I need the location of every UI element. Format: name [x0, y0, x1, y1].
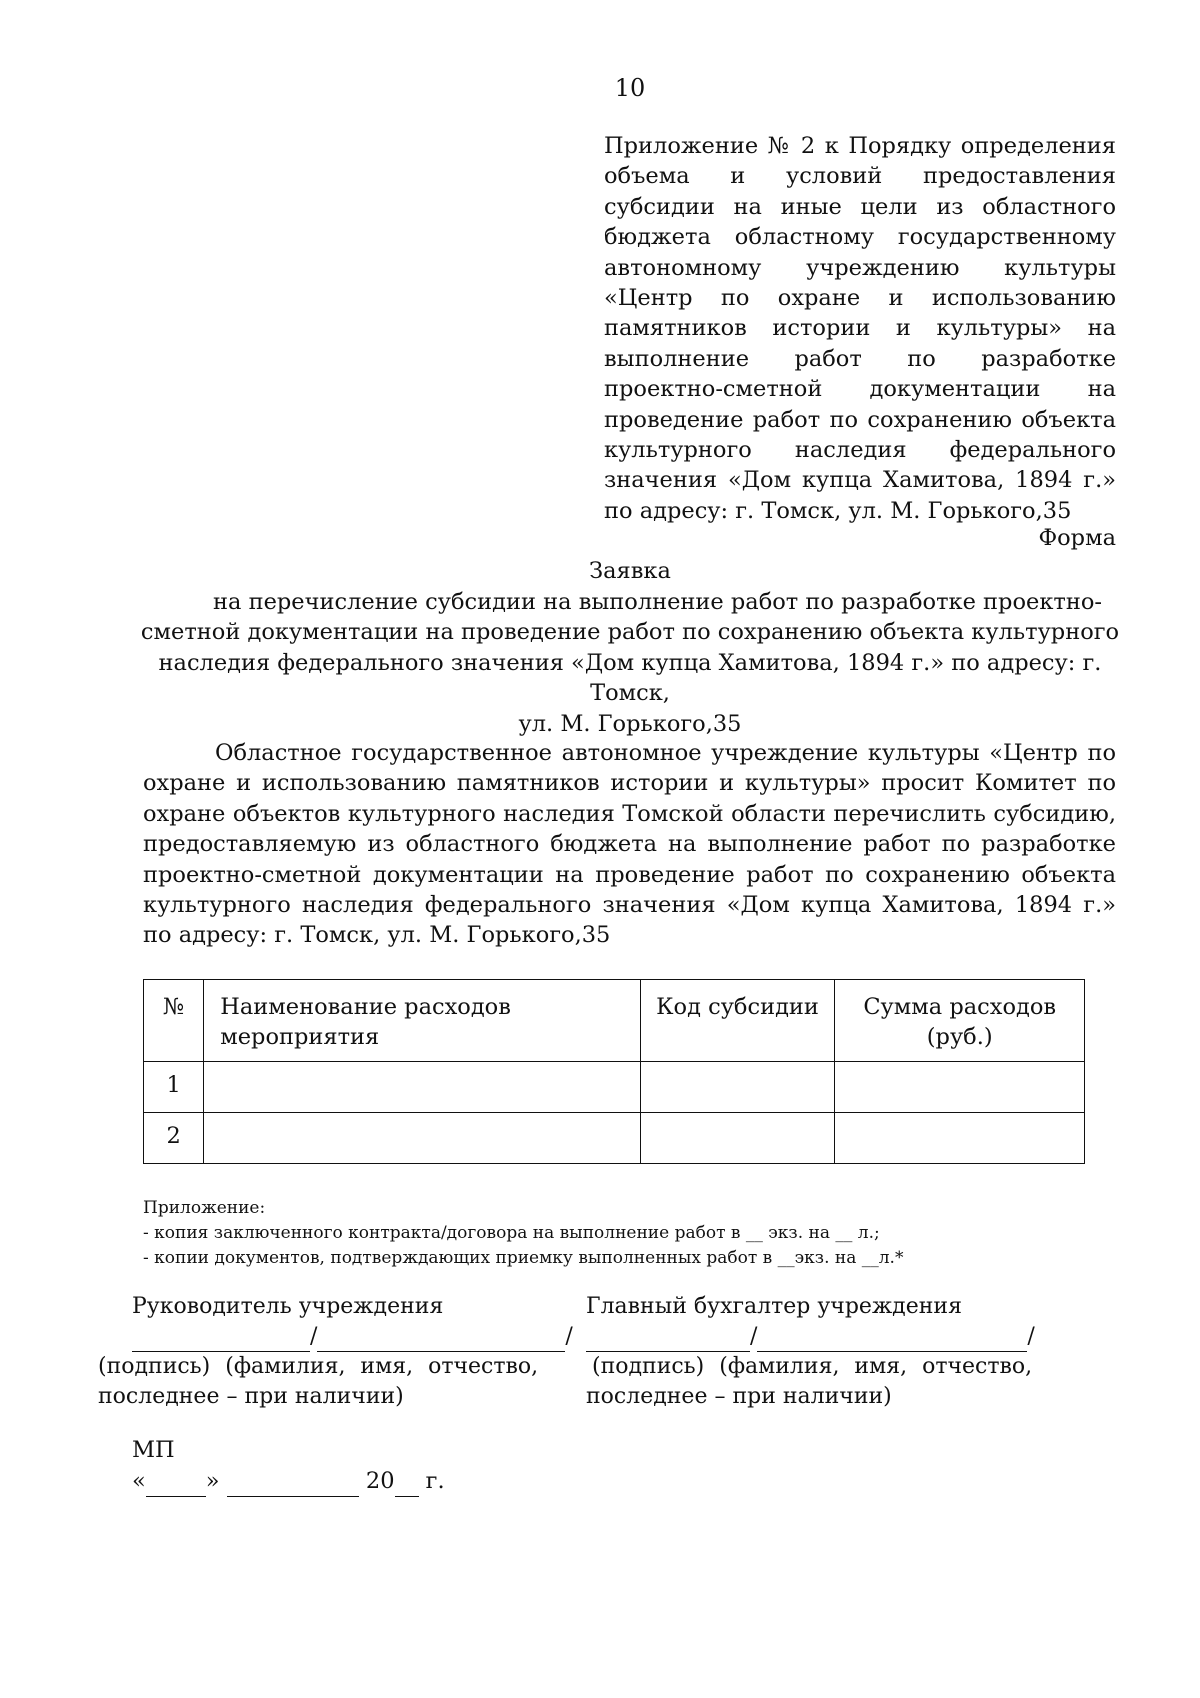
stamp-label: МП: [132, 1437, 175, 1463]
signature-slash: /: [310, 1324, 318, 1349]
attachment-item: - копия заключенного контракта/договора на выполнение работ в __ экз. на __ л.;: [143, 1223, 880, 1243]
accountant-fullname-field[interactable]: [757, 1327, 1027, 1352]
head-caption-line-1: (подпись) (фамилия, имя, отчество,: [98, 1354, 539, 1379]
row-expense-sum[interactable]: [835, 1062, 1085, 1113]
title-line-2: сметной документации на проведение работ по сохранению объекта культурного: [140, 619, 1120, 645]
signature-slash: /: [565, 1324, 573, 1349]
row-subsidy-code[interactable]: [640, 1062, 835, 1113]
header-subsidy-code: Код субсидии: [640, 980, 835, 1062]
expenses-table: [143, 979, 1085, 1164]
attachments-heading: Приложение:: [143, 1198, 266, 1218]
accountant-signature-lines: [586, 1322, 1066, 1352]
head-signature-lines: [98, 1322, 578, 1352]
stamp-and-date: [132, 1435, 445, 1497]
signature-slash: /: [1027, 1324, 1035, 1349]
attachment-item: - копии документов, подтверждающих приемку выполненных работ в __экз. на __л.*: [143, 1248, 904, 1268]
title-line-1: на перечисление субсидии на выполнение работ по разработке проектно-: [213, 588, 1102, 615]
annex-reference: [604, 131, 1116, 526]
annex-line: объема и условий предоставления субсидии: [604, 163, 1116, 220]
head-caption-line-2: последнее – при наличии): [98, 1384, 404, 1409]
accountant-signature-block: [586, 1292, 1066, 1412]
annex-line: на проведение работ по сохранению объекта: [604, 376, 1117, 433]
row-expense-sum[interactable]: [835, 1113, 1085, 1164]
annex-line: использованию памятников истории и: [604, 285, 1116, 342]
table-row: [144, 1062, 1085, 1113]
date-day-field[interactable]: [146, 1472, 206, 1497]
accountant-caption-line-1: (подпись) (фамилия, имя, отчество,: [592, 1354, 1033, 1379]
annex-line: на иные цели из областного бюджета: [604, 193, 1116, 251]
date-year-prefix: 20: [365, 1468, 395, 1494]
date-month-field[interactable]: [227, 1472, 359, 1497]
row-subsidy-code[interactable]: [640, 1113, 835, 1164]
request-body-text: Областное государственное автономное учреждение культуры «Центр по охране и использованию памятников истории и культуры» просит Комитет по охране объектов культурного наследия Томской области перечислить субсидию, предоставляемую из областного бюджета на выполнение работ по разработке проектно-сметной документации на проведение работ по сохранению объекта культурного наследия федерального значения «Дом купца Хамитова, 1894 г.» по адресу: г. Томск, ул. М. Горького,35: [143, 740, 1116, 949]
head-fullname-field[interactable]: [317, 1327, 565, 1352]
row-number: 2: [144, 1113, 204, 1164]
row-number: 1: [144, 1062, 204, 1113]
table-header-row: [144, 980, 1085, 1062]
annex-line: учреждению культуры «Центр по охране и: [604, 254, 1116, 312]
date-close-quote: »: [205, 1468, 220, 1494]
accountant-title: Главный бухгалтер учреждения: [586, 1294, 962, 1319]
row-expense-name[interactable]: [204, 1113, 640, 1164]
header-expense-name: Наименование расходов мероприятия: [204, 980, 640, 1062]
head-title: Руководитель учреждения: [132, 1294, 444, 1319]
date-open-quote: «: [132, 1468, 146, 1494]
head-signature-field[interactable]: [132, 1327, 310, 1352]
date-line: [132, 1466, 445, 1497]
signature-slash: /: [750, 1324, 758, 1349]
header-expense-sum: Сумма расходов (руб.): [835, 980, 1085, 1062]
title-line-3: наследия федерального значения «Дом купца Хамитова, 1894 г.» по адресу: г. Томск,: [158, 649, 1102, 706]
annex-line: культурного наследия федерального: [604, 437, 1116, 464]
row-expense-name[interactable]: [204, 1062, 640, 1113]
accountant-signature-field[interactable]: [586, 1327, 750, 1352]
title-line-4: ул. М. Горького,35: [518, 710, 742, 737]
form-label: Форма: [1038, 525, 1116, 551]
attachments-list: [143, 1196, 1043, 1271]
date-year-field[interactable]: [395, 1472, 419, 1497]
title-heading: Заявка: [589, 558, 671, 584]
accountant-caption-line-2: последнее – при наличии): [586, 1384, 892, 1409]
annex-line: адресу: г. Томск, ул. М. Горького,35: [639, 497, 1072, 524]
table-row: [144, 1113, 1085, 1164]
annex-line: значения «Дом купца Хамитова, 1894 г.» по: [604, 467, 1116, 524]
date-year-suffix: г.: [425, 1468, 445, 1494]
page-number: 10: [614, 74, 646, 102]
annex-line: культуры» на выполнение работ по: [604, 315, 1116, 372]
header-number: №: [144, 980, 204, 1062]
head-signature-block: [98, 1292, 578, 1412]
annex-line: областному государственному автономному: [604, 224, 1116, 281]
document-title: [140, 556, 1120, 739]
annex-line: Приложение № 2 к Порядку определения: [604, 133, 1116, 159]
annex-line: разработке проектно-сметной документации: [604, 345, 1117, 403]
